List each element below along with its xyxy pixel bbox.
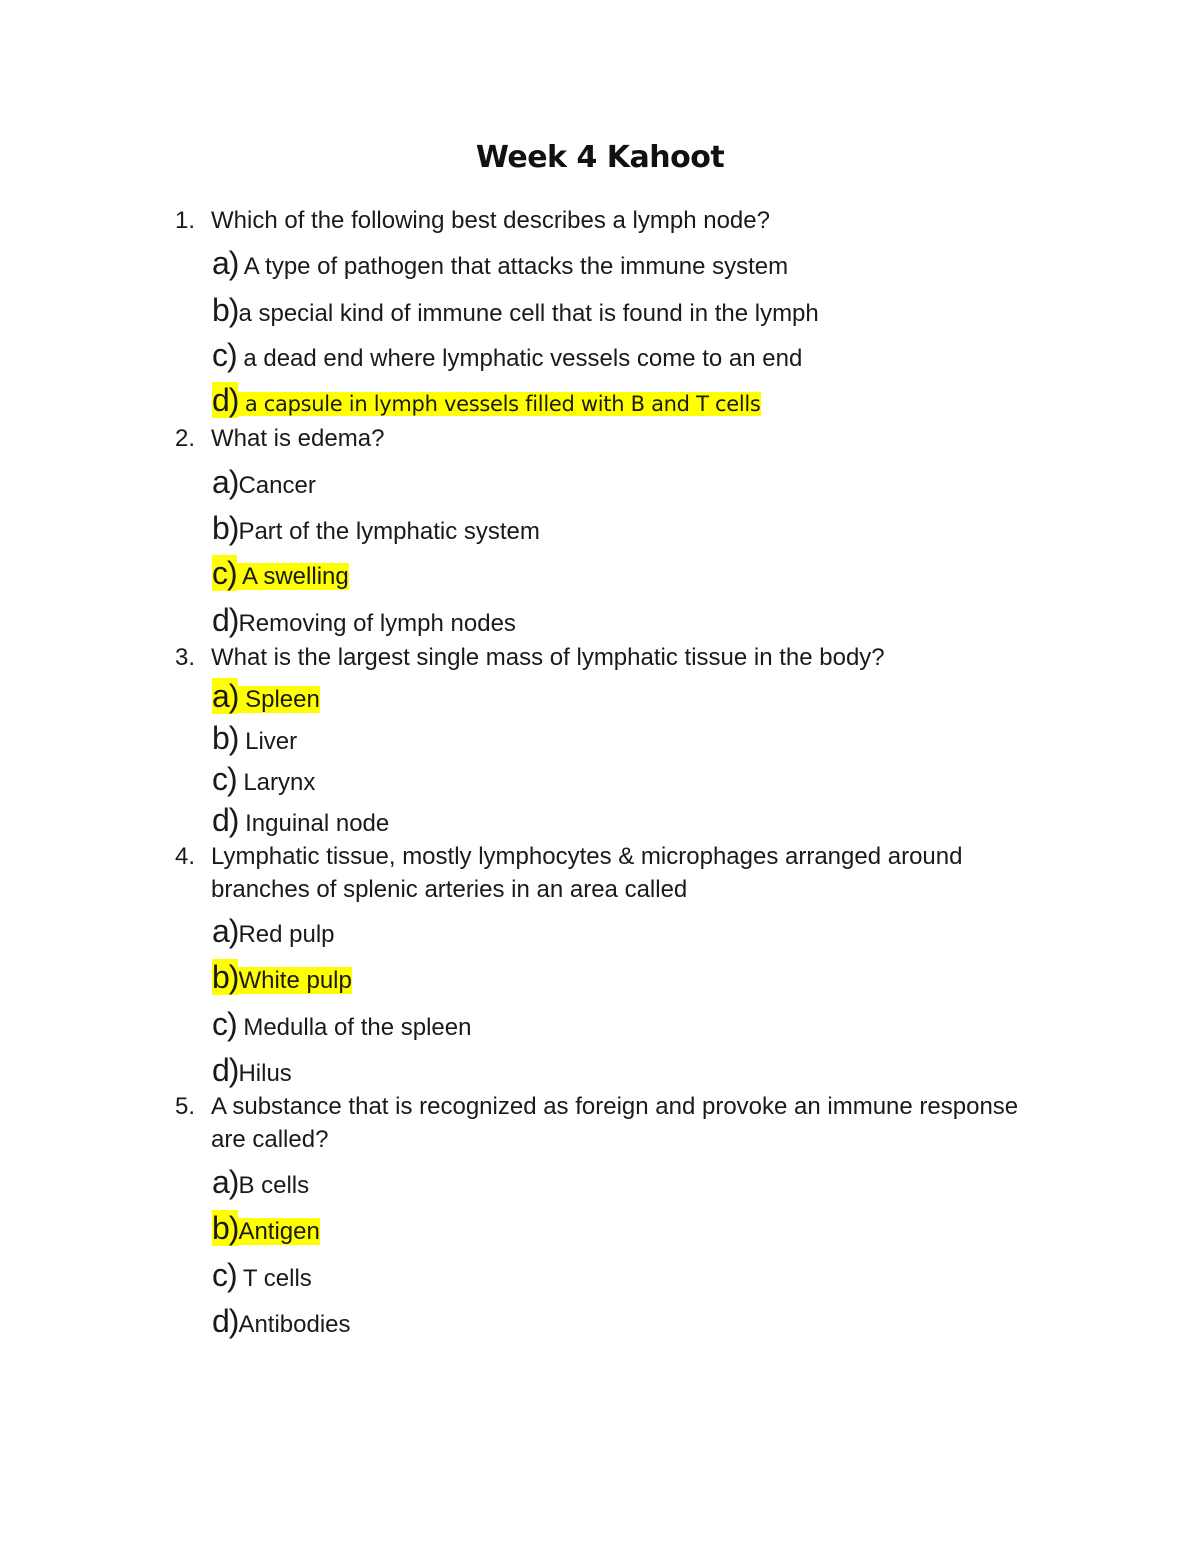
option-letter: a)	[212, 464, 239, 500]
option-4b-correct	[212, 960, 352, 998]
question-number: 5.	[175, 1093, 196, 1120]
option-2b	[212, 511, 540, 549]
question-text: What is the largest single mass of lymphatic tissue in the body?	[211, 644, 885, 671]
option-text: Removing of lymph nodes	[238, 610, 516, 637]
option-text: Red pulp	[238, 921, 335, 948]
option-text: Antibodies	[238, 1311, 351, 1338]
option-letter: a)	[212, 245, 239, 281]
option-letter: b)	[212, 1210, 239, 1246]
option-letter: a)	[212, 1164, 239, 1200]
option-letter: b)	[212, 510, 239, 546]
option-letter: c)	[212, 1257, 237, 1293]
option-4c	[212, 1007, 471, 1045]
option-letter: b)	[212, 292, 239, 328]
option-text: B cells	[238, 1172, 310, 1199]
option-text: a dead end where lymphatic vessels come to an end	[236, 345, 803, 372]
option-text: a special kind of immune cell that is found in the lymph	[238, 300, 819, 327]
option-text: Inguinal node	[238, 810, 390, 837]
option-1b	[212, 293, 819, 331]
question-number: 4.	[175, 843, 196, 870]
question-1	[175, 204, 1031, 237]
question-text: Lymphatic tissue, mostly lymphocytes & microphages arranged around branches of splenic arteries in an area called	[211, 843, 963, 903]
option-text-highlighted: a capsule in lymph vessels filled with B and T cells	[238, 392, 761, 416]
question-text: Which of the following best describes a lymph node?	[211, 207, 770, 234]
option-text: T cells	[236, 1265, 312, 1292]
question-3	[175, 641, 1031, 674]
option-3d	[212, 803, 389, 841]
option-4d	[212, 1053, 292, 1091]
option-letter: d)	[212, 802, 239, 838]
option-letter: d)	[212, 382, 239, 418]
option-4a	[212, 914, 335, 952]
option-letter: c)	[212, 761, 237, 797]
option-5c	[212, 1258, 312, 1296]
question-text: A substance that is recognized as foreign and provoke an immune response are called?	[211, 1093, 1019, 1153]
question-number: 2.	[175, 425, 196, 452]
option-text: Larynx	[236, 769, 316, 796]
option-letter: d)	[212, 602, 239, 638]
option-3a-correct	[212, 679, 320, 717]
option-text-highlighted: White pulp	[238, 967, 352, 994]
option-letter: c)	[212, 337, 237, 373]
option-3c	[212, 762, 315, 800]
option-text: A type of pathogen that attacks the immune system	[238, 253, 789, 280]
option-letter: a)	[212, 678, 239, 714]
option-letter: a)	[212, 913, 239, 949]
option-1a	[212, 246, 788, 284]
question-number: 1.	[175, 207, 196, 234]
option-letter: d)	[212, 1052, 239, 1088]
question-text: What is edema?	[211, 425, 385, 452]
question-5	[175, 1090, 1031, 1156]
option-letter: d)	[212, 1303, 239, 1339]
option-text-highlighted: Antigen	[238, 1218, 320, 1245]
option-5b-correct	[212, 1211, 320, 1249]
option-letter: c)	[212, 555, 237, 591]
option-5d	[212, 1304, 351, 1342]
option-5a	[212, 1165, 309, 1203]
option-text: Cancer	[238, 472, 316, 499]
option-letter: c)	[212, 1006, 237, 1042]
option-text: Part of the lymphatic system	[238, 518, 540, 545]
option-3b	[212, 721, 297, 759]
option-letter: b)	[212, 720, 239, 756]
option-text: Medulla of the spleen	[236, 1014, 472, 1041]
question-4	[175, 840, 1031, 906]
option-letter: b)	[212, 959, 239, 995]
option-2a	[212, 465, 316, 503]
option-text: Liver	[238, 728, 298, 755]
option-text-highlighted: A swelling	[236, 563, 349, 590]
document-title: Week 4 Kahoot	[475, 140, 725, 175]
option-1d-correct	[212, 383, 761, 421]
option-2d	[212, 603, 516, 641]
question-2	[175, 422, 1031, 455]
option-text-highlighted: Spleen	[238, 686, 320, 713]
option-1c	[212, 338, 802, 376]
option-text: Hilus	[238, 1060, 292, 1087]
option-2c-correct	[212, 556, 349, 594]
question-number: 3.	[175, 644, 196, 671]
